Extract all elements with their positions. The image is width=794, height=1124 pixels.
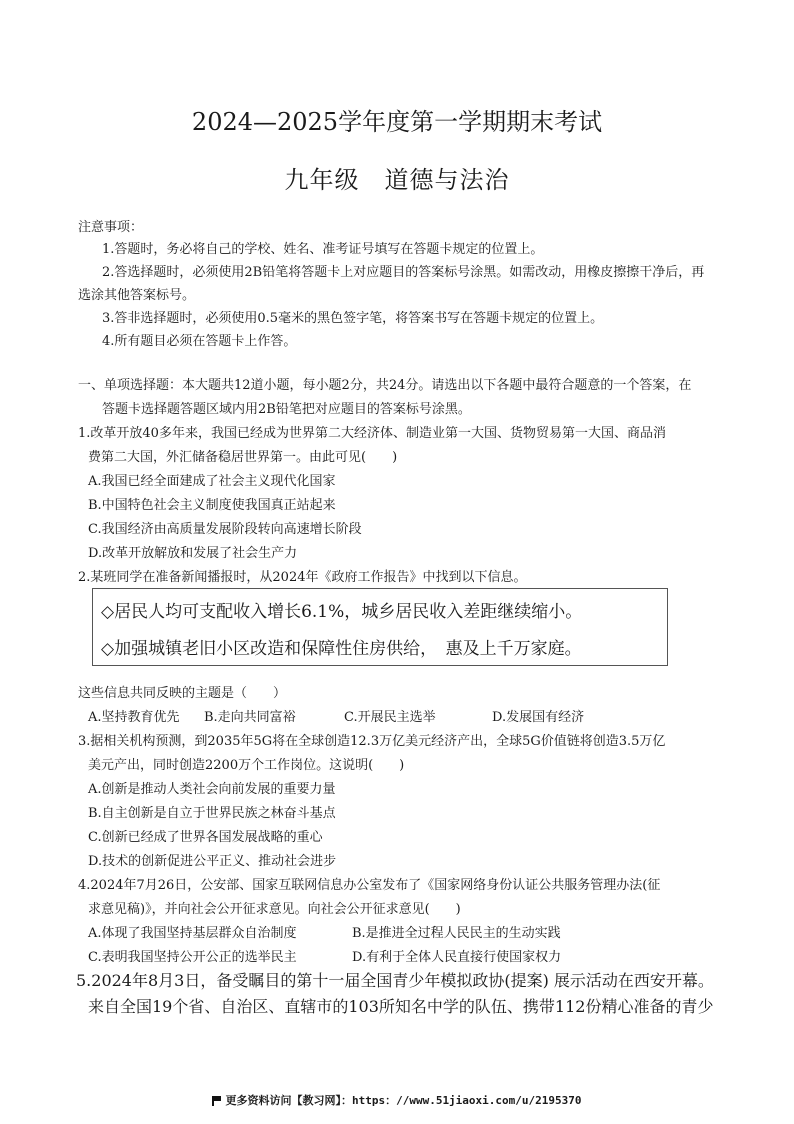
q3-stem-line-2: 美元产出，同时创造2200万个工作岗位。这说明( ) <box>88 758 405 773</box>
q4-option-d: D.有利于全体人民直接行使国家权力 <box>352 950 562 965</box>
q4-option-a: A.体现了我国坚持基层群众自治制度 <box>88 926 297 941</box>
q2-info-line-1: ◇居民人均可支配收入增长6.1%，城乡居民收入差距继续缩小。 <box>101 602 583 622</box>
flag-icon <box>212 1096 221 1105</box>
q1-option-a: A.我国已经全面建成了社会主义现代化国家 <box>88 474 336 489</box>
exam-subtitle: 九年级 道德与法治 <box>284 166 510 194</box>
exam-title: 2024—2025学年度第一学期期末考试 <box>191 108 603 136</box>
notes-item-1: 1.答题时，务必将自己的学校、姓名、准考证号填写在答题卡规定的位置上。 <box>102 242 544 257</box>
q4-option-c: C.表明我国坚持公开公正的选举民主 <box>88 950 297 965</box>
q4-stem-line-1: 4.2024年7月26日，公安部、国家互联网信息办公室发布了《国家网络身份认证公共服务管理办法(征 <box>78 878 661 893</box>
notes-item-2-line-2: 选涂其他答案标号。 <box>78 288 196 303</box>
q3-option-d: D.技术的创新促进公平正义、推动社会进步 <box>88 854 337 869</box>
q2-info-box <box>92 588 668 666</box>
q2-stem: 2.某班同学在准备新闻播报时，从2024年《政府工作报告》中找到以下信息。 <box>78 570 527 585</box>
q3-option-a: A.创新是推动人类社会向前发展的重要力量 <box>88 782 336 797</box>
q1-option-d: D.改革开放解放和发展了社会生产力 <box>88 546 298 561</box>
q2-option-a: A.坚持教育优先 <box>88 710 180 725</box>
q2-option-c: C.开展民主选举 <box>344 710 436 725</box>
q5-stem-line-2: 来自全国19个省、自治区、直辖市的103所知名中学的队伍、携带112份精心准备的青少 <box>88 997 714 1016</box>
notes-item-3: 3.答非选择题时，必须使用0.5毫米的黑色签字笔，将答案书写在答题卡规定的位置上。 <box>102 311 604 326</box>
notes-item-2-line-1: 2.答选择题时，必须使用2B铅笔将答题卡上对应题目的答案标号涂黑。如需改动，用橡皮擦擦干净后，再 <box>102 265 705 280</box>
q1-stem-line-2: 费第二大国，外汇储备稳居世界第一。由此可见( ) <box>88 450 398 465</box>
notes-heading: 注意事项： <box>78 220 144 235</box>
q3-option-c: C.创新已经成了世界各国发展战略的重心 <box>88 830 323 845</box>
q3-option-b: B.自主创新是自立于世界民族之林奋斗基点 <box>88 806 336 821</box>
section-instruction-line-1: 一、单项选择题：本大题共12道小题，每小题2分，共24分。请选出以下各题中最符合题意的一个答案，在 <box>78 378 692 393</box>
q1-stem-line-1: 1.改革开放40多年来，我国已经成为世界第二大经济体、制造业第一大国、货物贸易第一大国、商品消 <box>78 426 666 441</box>
q1-option-b: B.中国特色社会主义制度使我国真正站起来 <box>88 498 336 513</box>
notes-item-4: 4.所有题目必须在答题卡上作答。 <box>102 334 297 349</box>
section-instruction-line-2: 答题卡选择题答题区域内用2B铅笔把对应题目的答案标号涂黑。 <box>102 402 471 417</box>
q2-option-b: B.走向共同富裕 <box>204 710 296 725</box>
q2-option-d: D.发展国有经济 <box>492 710 585 725</box>
q4-option-b: B.是推进全过程人民民主的生动实践 <box>352 926 561 941</box>
q2-ask: 这些信息共同反映的主题是（ ） <box>78 686 287 701</box>
footer-text[interactable]: 更多资料访问【教习网】：https：//www.51jiaoxi.com/u/2195370 <box>225 1094 582 1107</box>
q1-option-c: C.我国经济由高质量发展阶段转向高速增长阶段 <box>88 522 362 537</box>
footer-link[interactable] <box>0 1092 794 1108</box>
q4-stem-line-2: 求意见稿)》，并向社会公开征求意见。向社会公开征求意见( ) <box>88 902 461 917</box>
q2-info-line-2: ◇加强城镇老旧小区改造和保障性住房供给， 惠及上千万家庭。 <box>101 639 582 659</box>
q3-stem-line-1: 3.据相关机构预测，到2035年5G将在全球创造12.3万亿美元经济产出，全球5G价值链将创造3.5万亿 <box>78 734 666 749</box>
q5-stem-line-1: 5.2024年8月3日，备受瞩目的第十一届全国青少年模拟政协(提案) 展示活动在西安开幕。 <box>76 971 714 990</box>
